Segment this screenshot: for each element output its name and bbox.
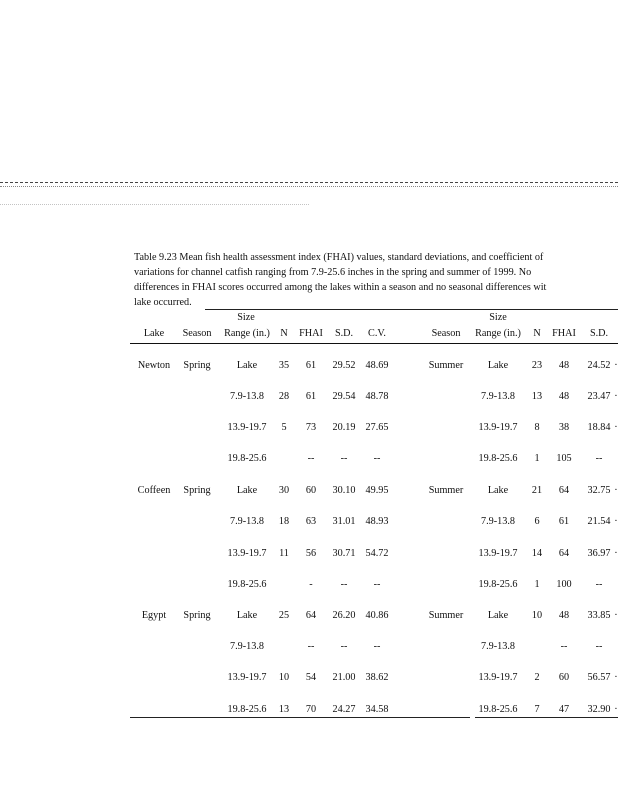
cell-fhai2: 64 bbox=[558, 485, 570, 496]
cell-fhai2: 48 bbox=[558, 610, 570, 621]
lake-name: Egypt bbox=[141, 610, 167, 621]
cell-sd: 21.00 bbox=[332, 672, 356, 683]
header-fhai-summer: FHAI bbox=[552, 328, 576, 339]
cell-sd2: 36.97 bbox=[587, 548, 611, 559]
cell-range2: 19.8-25.6 bbox=[478, 704, 518, 715]
cell-range: Lake bbox=[236, 360, 258, 371]
header-size-summer: Size bbox=[489, 312, 507, 323]
season-summer: Summer bbox=[428, 360, 464, 371]
header-range: Range (in.) bbox=[224, 328, 270, 339]
header-lake: Lake bbox=[143, 328, 165, 339]
cell-range: 19.8-25.6 bbox=[227, 704, 267, 715]
cell-n: 28 bbox=[278, 391, 290, 402]
cell-cv2: · bbox=[614, 391, 618, 402]
cell-fhai2: 48 bbox=[558, 360, 570, 371]
cell-n2: 21 bbox=[531, 485, 543, 496]
cell-range2: 13.9-19.7 bbox=[478, 672, 518, 683]
cell-sd: 29.52 bbox=[332, 360, 356, 371]
cell-fhai2: 64 bbox=[558, 548, 570, 559]
cell-range2: 7.9-13.8 bbox=[481, 641, 515, 652]
cell-range: 13.9-19.7 bbox=[227, 422, 267, 433]
cell-cv2: · bbox=[614, 610, 618, 621]
cell-cv: 48.69 bbox=[365, 360, 389, 371]
cell-n2: 10 bbox=[531, 610, 543, 621]
header-range-summer: Range (in.) bbox=[475, 328, 521, 339]
season-summer: Summer bbox=[428, 610, 464, 621]
cell-cv: 27.65 bbox=[365, 422, 389, 433]
header-sd: S.D. bbox=[334, 328, 354, 339]
cell-range2: 19.8-25.6 bbox=[478, 453, 518, 464]
cell-fhai: 70 bbox=[305, 704, 317, 715]
cell-n2: 2 bbox=[534, 672, 540, 683]
cell-range: Lake bbox=[236, 485, 258, 496]
cell-fhai: 56 bbox=[305, 548, 317, 559]
cell-cv2: · bbox=[614, 485, 618, 496]
cell-n: 30 bbox=[278, 485, 290, 496]
cell-sd: 31.01 bbox=[332, 516, 356, 527]
cell-cv2: · bbox=[614, 360, 618, 371]
cell-cv: -- bbox=[373, 453, 381, 464]
season-spring: Spring bbox=[183, 485, 211, 496]
season-spring: Spring bbox=[183, 610, 211, 621]
header-n: N bbox=[280, 328, 288, 339]
cell-n2: 7 bbox=[534, 704, 540, 715]
cell-range2: Lake bbox=[487, 360, 509, 371]
cell-fhai: 64 bbox=[305, 610, 317, 621]
cell-n2: 1 bbox=[534, 579, 540, 590]
cell-n2: 6 bbox=[534, 516, 540, 527]
cell-range2: 7.9-13.8 bbox=[481, 391, 515, 402]
cell-range: 19.8-25.6 bbox=[227, 579, 267, 590]
header-season: Season bbox=[182, 328, 212, 339]
cell-cv2: · bbox=[614, 704, 618, 715]
cell-range2: 13.9-19.7 bbox=[478, 548, 518, 559]
cell-n: 10 bbox=[278, 672, 290, 683]
cell-cv: 54.72 bbox=[365, 548, 389, 559]
cell-range: 19.8-25.6 bbox=[227, 453, 267, 464]
cell-sd2: 32.90 bbox=[587, 704, 611, 715]
cell-cv: 40.86 bbox=[365, 610, 389, 621]
cell-sd: -- bbox=[340, 453, 348, 464]
cell-n: 5 bbox=[281, 422, 287, 433]
cell-range2: 13.9-19.7 bbox=[478, 422, 518, 433]
cell-sd: 29.54 bbox=[332, 391, 356, 402]
cell-fhai2: 48 bbox=[558, 391, 570, 402]
caption-line: lake occurred. bbox=[134, 297, 192, 308]
cell-n: 35 bbox=[278, 360, 290, 371]
header-size: Size bbox=[237, 312, 255, 323]
cell-sd2: 18.84 bbox=[587, 422, 611, 433]
cell-cv2: · bbox=[614, 422, 618, 433]
cell-n2: 8 bbox=[534, 422, 540, 433]
cell-fhai2: 47 bbox=[558, 704, 570, 715]
cell-n2: 13 bbox=[531, 391, 543, 402]
cell-fhai2: 60 bbox=[558, 672, 570, 683]
cell-range: Lake bbox=[236, 610, 258, 621]
cell-range: 13.9-19.7 bbox=[227, 672, 267, 683]
cell-fhai: - bbox=[309, 579, 313, 590]
season-summer: Summer bbox=[428, 485, 464, 496]
cell-fhai2: 100 bbox=[556, 579, 572, 590]
cell-range2: Lake bbox=[487, 485, 509, 496]
cell-fhai: -- bbox=[307, 453, 315, 464]
header-cv: C.V. bbox=[368, 328, 386, 339]
cell-sd: 24.27 bbox=[332, 704, 356, 715]
cell-fhai2: 38 bbox=[558, 422, 570, 433]
cell-range2: 19.8-25.6 bbox=[478, 579, 518, 590]
caption-line: Table 9.23 Mean fish health assessment index (FHAI) values, standard deviations, and coefficient of bbox=[134, 252, 544, 263]
cell-cv2: · bbox=[614, 672, 618, 683]
cell-fhai: 60 bbox=[305, 485, 317, 496]
caption-line: variations for channel catfish ranging from 7.9-25.6 inches in the spring and summer of 1999. No bbox=[134, 267, 532, 278]
header-fhai: FHAI bbox=[299, 328, 323, 339]
cell-fhai: 54 bbox=[305, 672, 317, 683]
cell-fhai: 61 bbox=[305, 391, 317, 402]
cell-cv: 48.78 bbox=[365, 391, 389, 402]
cell-sd: 20.19 bbox=[332, 422, 356, 433]
cell-n2: 1 bbox=[534, 453, 540, 464]
cell-sd2: 33.85 bbox=[587, 610, 611, 621]
cell-n: 25 bbox=[278, 610, 290, 621]
header-n-summer: N bbox=[533, 328, 541, 339]
lake-name: Newton bbox=[137, 360, 171, 371]
cell-cv: 34.58 bbox=[365, 704, 389, 715]
cell-sd: -- bbox=[340, 641, 348, 652]
cell-sd2: 24.52 bbox=[587, 360, 611, 371]
cell-fhai2: 105 bbox=[556, 453, 572, 464]
cell-fhai2: 61 bbox=[558, 516, 570, 527]
cell-cv2: · bbox=[614, 516, 618, 527]
cell-range: 7.9-13.8 bbox=[230, 641, 264, 652]
cell-sd2: -- bbox=[595, 641, 603, 652]
caption-line: differences in FHAI scores occurred among the lakes within a season and no seasonal differences wit bbox=[134, 282, 547, 293]
cell-sd: 26.20 bbox=[332, 610, 356, 621]
cell-sd2: 21.54 bbox=[587, 516, 611, 527]
cell-n: 13 bbox=[278, 704, 290, 715]
cell-cv: -- bbox=[373, 579, 381, 590]
cell-sd2: 32.75 bbox=[587, 485, 611, 496]
cell-sd2: 56.57 bbox=[587, 672, 611, 683]
cell-sd2: -- bbox=[595, 579, 603, 590]
cell-cv: -- bbox=[373, 641, 381, 652]
cell-range2: 7.9-13.8 bbox=[481, 516, 515, 527]
cell-sd: -- bbox=[340, 579, 348, 590]
cell-fhai: 63 bbox=[305, 516, 317, 527]
cell-n: 18 bbox=[278, 516, 290, 527]
cell-range: 13.9-19.7 bbox=[227, 548, 267, 559]
cell-cv: 48.93 bbox=[365, 516, 389, 527]
season-spring: Spring bbox=[183, 360, 211, 371]
cell-cv: 49.95 bbox=[365, 485, 389, 496]
header-sd-summer: S.D. bbox=[589, 328, 609, 339]
cell-sd2: -- bbox=[595, 453, 603, 464]
cell-range: 7.9-13.8 bbox=[230, 516, 264, 527]
cell-n: 11 bbox=[279, 548, 289, 559]
cell-cv2: · bbox=[614, 548, 618, 559]
cell-sd: 30.10 bbox=[332, 485, 356, 496]
cell-cv: 38.62 bbox=[365, 672, 389, 683]
cell-range2: Lake bbox=[487, 610, 509, 621]
header-season-summer: Season bbox=[431, 328, 461, 339]
cell-fhai: -- bbox=[307, 641, 315, 652]
cell-sd2: 23.47 bbox=[587, 391, 611, 402]
cell-n2: 23 bbox=[531, 360, 543, 371]
cell-n2: 14 bbox=[531, 548, 543, 559]
cell-fhai: 73 bbox=[305, 422, 317, 433]
cell-fhai: 61 bbox=[305, 360, 317, 371]
cell-fhai2: -- bbox=[560, 641, 568, 652]
lake-name: Coffeen bbox=[137, 485, 171, 496]
cell-sd: 30.71 bbox=[332, 548, 356, 559]
cell-range: 7.9-13.8 bbox=[230, 391, 264, 402]
